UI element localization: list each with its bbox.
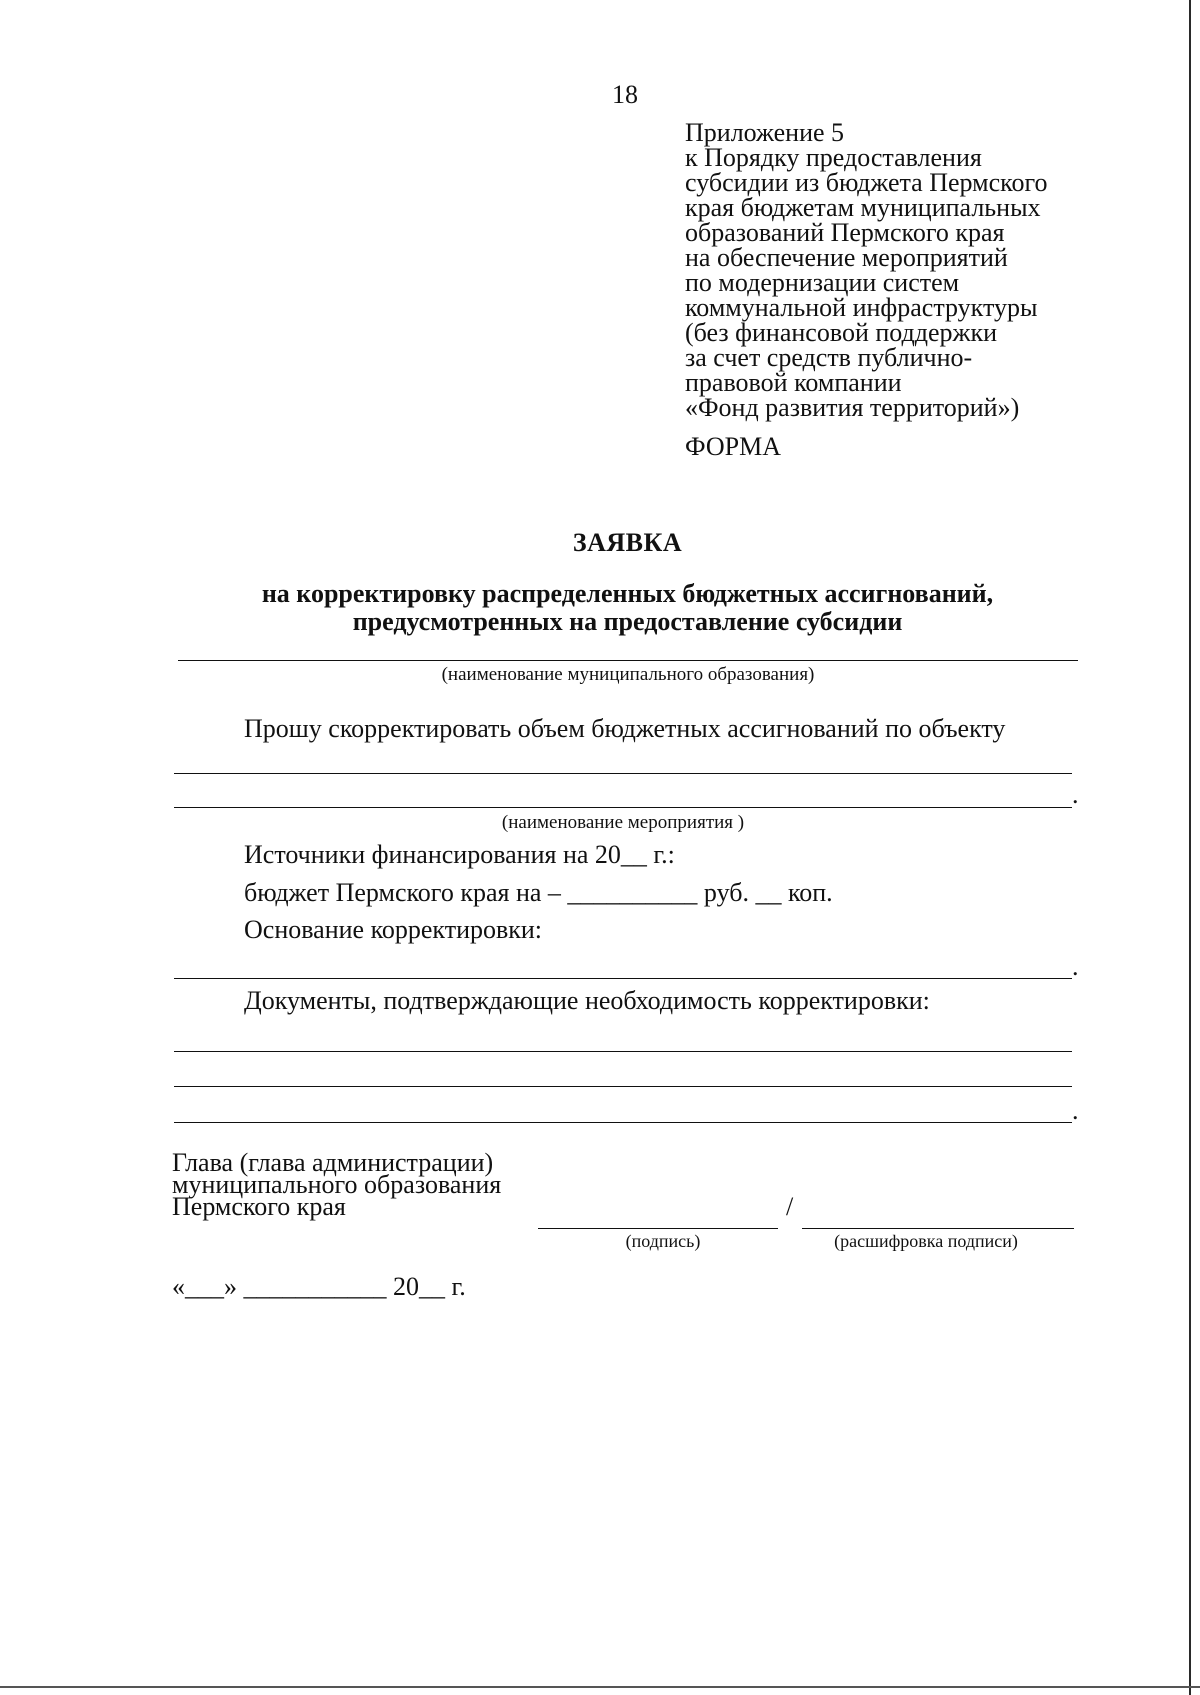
basis-text: Основание корректировки: (244, 915, 543, 944)
documents-line-2[interactable] (174, 1086, 1072, 1087)
appendix-line: к Порядку предоставления (685, 143, 982, 172)
documents-text: Документы, подтверждающие необходимость корректировки: (244, 986, 930, 1015)
appendix-block (685, 120, 1105, 420)
request-text: Прошу скорректировать объем бюджетных ассигнований по объекту (244, 714, 1006, 743)
appendix-line: коммунальной инфраструктуры (685, 293, 1038, 322)
head-of-municipality-block (172, 1148, 502, 1221)
event-name-line-1[interactable] (174, 773, 1072, 774)
form-label: ФОРМА (685, 432, 781, 461)
municipality-name-line[interactable] (178, 660, 1078, 661)
head-line: Глава (глава администрации) (172, 1148, 494, 1177)
appendix-line: по модернизации систем (685, 268, 960, 297)
event-caption: (наименование мероприятия ) (501, 812, 745, 833)
scan-edge-bottom (0, 1686, 1200, 1688)
appendix-line: за счет средств публично- (685, 343, 973, 372)
basis-line[interactable] (174, 978, 1072, 979)
appendix-line: образований Пермского края (685, 218, 1005, 247)
appendix-line: «Фонд развития территорий») (685, 393, 1020, 422)
appendix-line: Приложение 5 (685, 118, 845, 147)
appendix-line: (без финансовой поддержки (685, 318, 998, 347)
period-mark: . (1072, 952, 1079, 981)
appendix-line: на обеспечение мероприятий (685, 243, 1008, 272)
page-number: 18 (612, 80, 638, 109)
subtitle-line-2: предусмотренных на предоставление субсидии (352, 607, 903, 636)
period-mark: . (1072, 780, 1079, 809)
head-line: Пермского края (172, 1192, 346, 1221)
head-line: муниципального образования (172, 1170, 502, 1199)
signature-line[interactable] (538, 1228, 778, 1229)
signature-caption: (подпись) (625, 1231, 701, 1251)
signature-decoding-caption: (расшифровка подписи) (834, 1231, 1018, 1251)
date-line[interactable]: «___» ___________ 20__ г. (172, 1272, 466, 1301)
subtitle-line-1: на корректировку распределенных бюджетных ассигнований, (261, 579, 994, 608)
document-title: ЗАЯВКА (572, 528, 683, 557)
budget-text: бюджет Пермского края на – __________ руб. __ коп. (244, 878, 833, 907)
signature-separator: / (786, 1192, 794, 1221)
funding-sources-text: Источники финансирования на 20__ г.: (244, 840, 675, 869)
scan-edge-right (1189, 0, 1191, 1695)
documents-line-1[interactable] (174, 1051, 1072, 1052)
appendix-line: правовой компании (685, 368, 902, 397)
period-mark: . (1072, 1096, 1079, 1125)
documents-line-3[interactable] (174, 1122, 1072, 1123)
municipality-caption: (наименование муниципального образования) (441, 664, 815, 685)
appendix-line: субсидии из бюджета Пермского (685, 168, 1048, 197)
appendix-line: края бюджетам муниципальных (685, 193, 1041, 222)
document-subtitle (0, 580, 1200, 636)
event-name-line-2[interactable] (174, 807, 1072, 808)
signature-decoding-line[interactable] (802, 1228, 1074, 1229)
